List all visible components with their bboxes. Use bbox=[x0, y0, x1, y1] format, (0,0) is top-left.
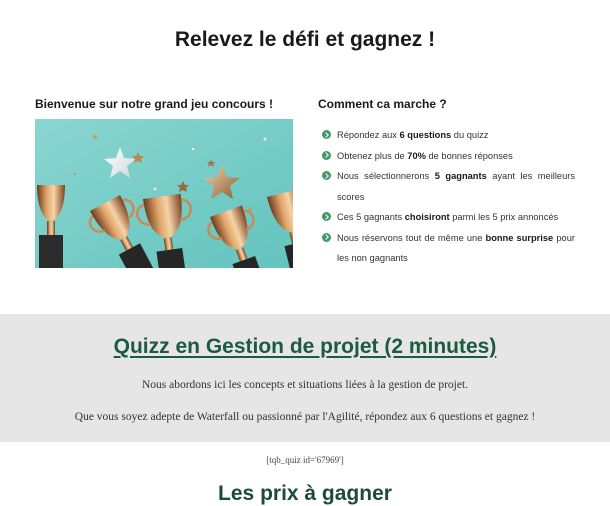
steps-list bbox=[322, 125, 575, 269]
quiz-cta-text: Que vous soyez adepte de Waterfall ou passionné par l'Agilité, répondez aux 6 questions et gagnez ! bbox=[74, 411, 536, 423]
list-item: Obtenez plus de 70% de bonnes réponses bbox=[322, 146, 575, 167]
quiz-shortcode: [tqb_quiz id='67969'] bbox=[266, 455, 344, 465]
trophy-image bbox=[35, 119, 293, 268]
list-item: Nous sélectionnerons 5 gagnants ayant les meilleurs scores bbox=[322, 166, 575, 207]
check-circle-icon bbox=[322, 130, 331, 139]
check-circle-icon bbox=[322, 151, 331, 160]
prizes-heading: Les prix à gagner bbox=[218, 482, 392, 505]
list-item: Répondez aux 6 questions du quizz bbox=[322, 125, 575, 146]
quiz-title-link[interactable]: Quizz en Gestion de projet (2 minutes) bbox=[113, 335, 497, 358]
page-title: Relevez le défi et gagnez ! bbox=[174, 28, 436, 51]
list-item: Nous réservons tout de même une bonne surprise pour les non gagnants bbox=[322, 228, 575, 269]
welcome-heading: Bienvenue sur notre grand jeu concours ! bbox=[35, 97, 274, 111]
check-circle-icon bbox=[322, 233, 331, 242]
trophies-illustration bbox=[35, 119, 293, 268]
quiz-intro-text: Nous abordons ici les concepts et situations liées à la gestion de projet. bbox=[141, 379, 469, 391]
how-it-works-heading: Comment ca marche ? bbox=[318, 97, 447, 111]
check-circle-icon bbox=[322, 212, 331, 221]
check-circle-icon bbox=[322, 171, 331, 180]
list-item: Ces 5 gagnants choisiront parmi les 5 prix annoncés bbox=[322, 207, 575, 228]
